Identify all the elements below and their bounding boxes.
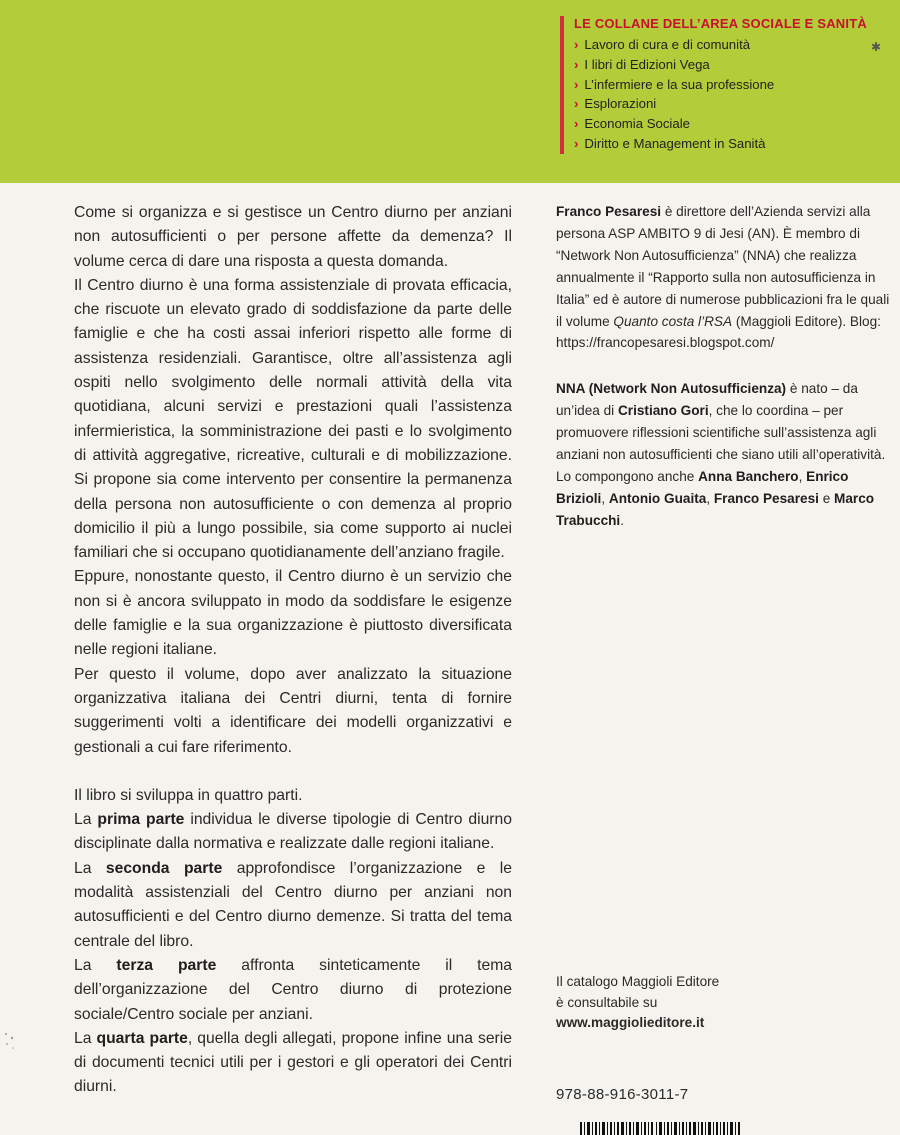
part-paragraph: La quarta parte, quella degli allegati, propone infine una serie di documenti tecnici utili per i gestori e gli operatori dei Centri diurni. — [74, 1029, 512, 1096]
series-title: LE COLLANE DELL’AREA SOCIALE E SANITÀ — [574, 16, 867, 31]
blurb-paragraph: Come si organizza e si gestisce un Centro diurno per anziani non autosufficienti o per persone affette da demenza? Il volume cerca di dare una risposta a questa domanda. — [74, 204, 512, 270]
nna-description: NNA (Network Non Autosufficienza) è nato – da un’idea di Cristiano Gori, che lo coordina – per promuovere riflessioni scientifiche sull’assistenza agli anziani non autosufficienti che siano utili all’operatività. Lo compongono anche Anna Banchero, Enrico Brizioli, Antonio Guaita, Franco Pesaresi e Marco Trabucchi. — [556, 381, 886, 528]
chevron-right-icon: › — [574, 135, 579, 151]
blurb-paragraph: Eppure, nonostante questo, il Centro diurno è un servizio che non si è ancora sviluppato in modo da soddisfare le esigenze delle famiglie e la sua organizzazione è piuttosto diversificata nelle regioni italiane. — [74, 568, 512, 659]
series-item: › Lavoro di cura e di comunità — [574, 37, 751, 52]
asterisk-mark: ✱ — [871, 40, 882, 54]
series-item: › I libri di Edizioni Vega — [574, 56, 710, 72]
blurb-paragraph: Il libro si sviluppa in quattro parti. — [74, 786, 303, 804]
part-paragraph: La terza parte affronta sinteticamente il tema dell’organizzazione del Centro diurno di protezione sociale/Centro sociale per anziani. — [74, 956, 513, 1023]
series-item: › Diritto e Management in Sanità — [574, 135, 766, 151]
isbn-number: 978-88-916-3011-7 — [556, 1086, 689, 1103]
series-item: › L’infermiere e la sua professione — [574, 76, 775, 92]
barcode — [580, 1122, 740, 1135]
part-paragraph: La prima parte individua le diverse tipologie di Centro diurno disciplinate dalla normativa e realizzate dalle regioni italiane. — [74, 811, 512, 853]
author-column — [556, 201, 896, 532]
blurb-paragraph: Per questo il volume, dopo aver analizzato la situazione organizzativa italiana dei Centri diurni, tenta di fornire suggerimenti volti a identificare dei modelli organizzativi e gestionali a cui fare riferimento. — [74, 665, 512, 756]
chevron-right-icon: › — [574, 37, 579, 52]
blurb-paragraph: Il Centro diurno è una forma assistenziale di provata efficacia, che riscuote un elevato grado di soddisfazione da parte delle famiglie e che ha costi assai inferiori rispetto alle forme di assistenza residenziali. Garantisce, oltre all’assistenza agli ospiti nello svolgimento delle normali attività della vita quotidiana, alcuni servizi e prestazioni quali l’assistenza infermieristica, la somministrazione dei pasti e lo svolgimento di attività aggregative, ricreative, culturali e di mobilizzazione. Si propone sia come intervento per consentire la permanenza della persona non autosufficiente o con demenza al proprio domicilio il più a lungo possibile, sia come supporto ai nuclei familiari che si occupano quotidianamente dell’anziano fragile. — [74, 276, 512, 562]
chevron-right-icon: › — [574, 56, 579, 72]
series-item: › Esplorazioni — [574, 96, 657, 112]
author-bio: Franco Pesaresi è direttore dell’Azienda servizi alla persona ASP AMBITO 9 di Jesi (AN). È membro di “Network Non Autosufficienza” (NNA) che realizza annualmente il “Rapporto sulla non autosufficienza in Italia” ed è autore di numerose pubblicazioni fra le quali il volume Quanto costa l’RSA (Maggioli Editore). Blog: https://francopesaresi.blogspot.com/ — [556, 204, 890, 351]
paper-speck — [3, 1030, 17, 1052]
catalog-url: www.maggiolieditore.it — [556, 1015, 705, 1030]
catalog-note: Il catalogo Maggioli Editore è consultabile su www.maggiolieditore.it — [556, 972, 856, 1034]
blurb-main — [74, 201, 512, 1100]
chevron-right-icon: › — [574, 116, 579, 132]
series-list — [560, 16, 894, 154]
chevron-right-icon: › — [574, 96, 579, 112]
chevron-right-icon: › — [574, 76, 579, 92]
part-paragraph: La seconda parte approfondisce l’organizzazione e le modalità assistenziali del Centro diurno per anziani non autosufficienti e del Centro diurno demenze. Si tratta del tema centrale del libro. — [74, 859, 512, 950]
series-item: › Economia Sociale — [574, 116, 690, 132]
